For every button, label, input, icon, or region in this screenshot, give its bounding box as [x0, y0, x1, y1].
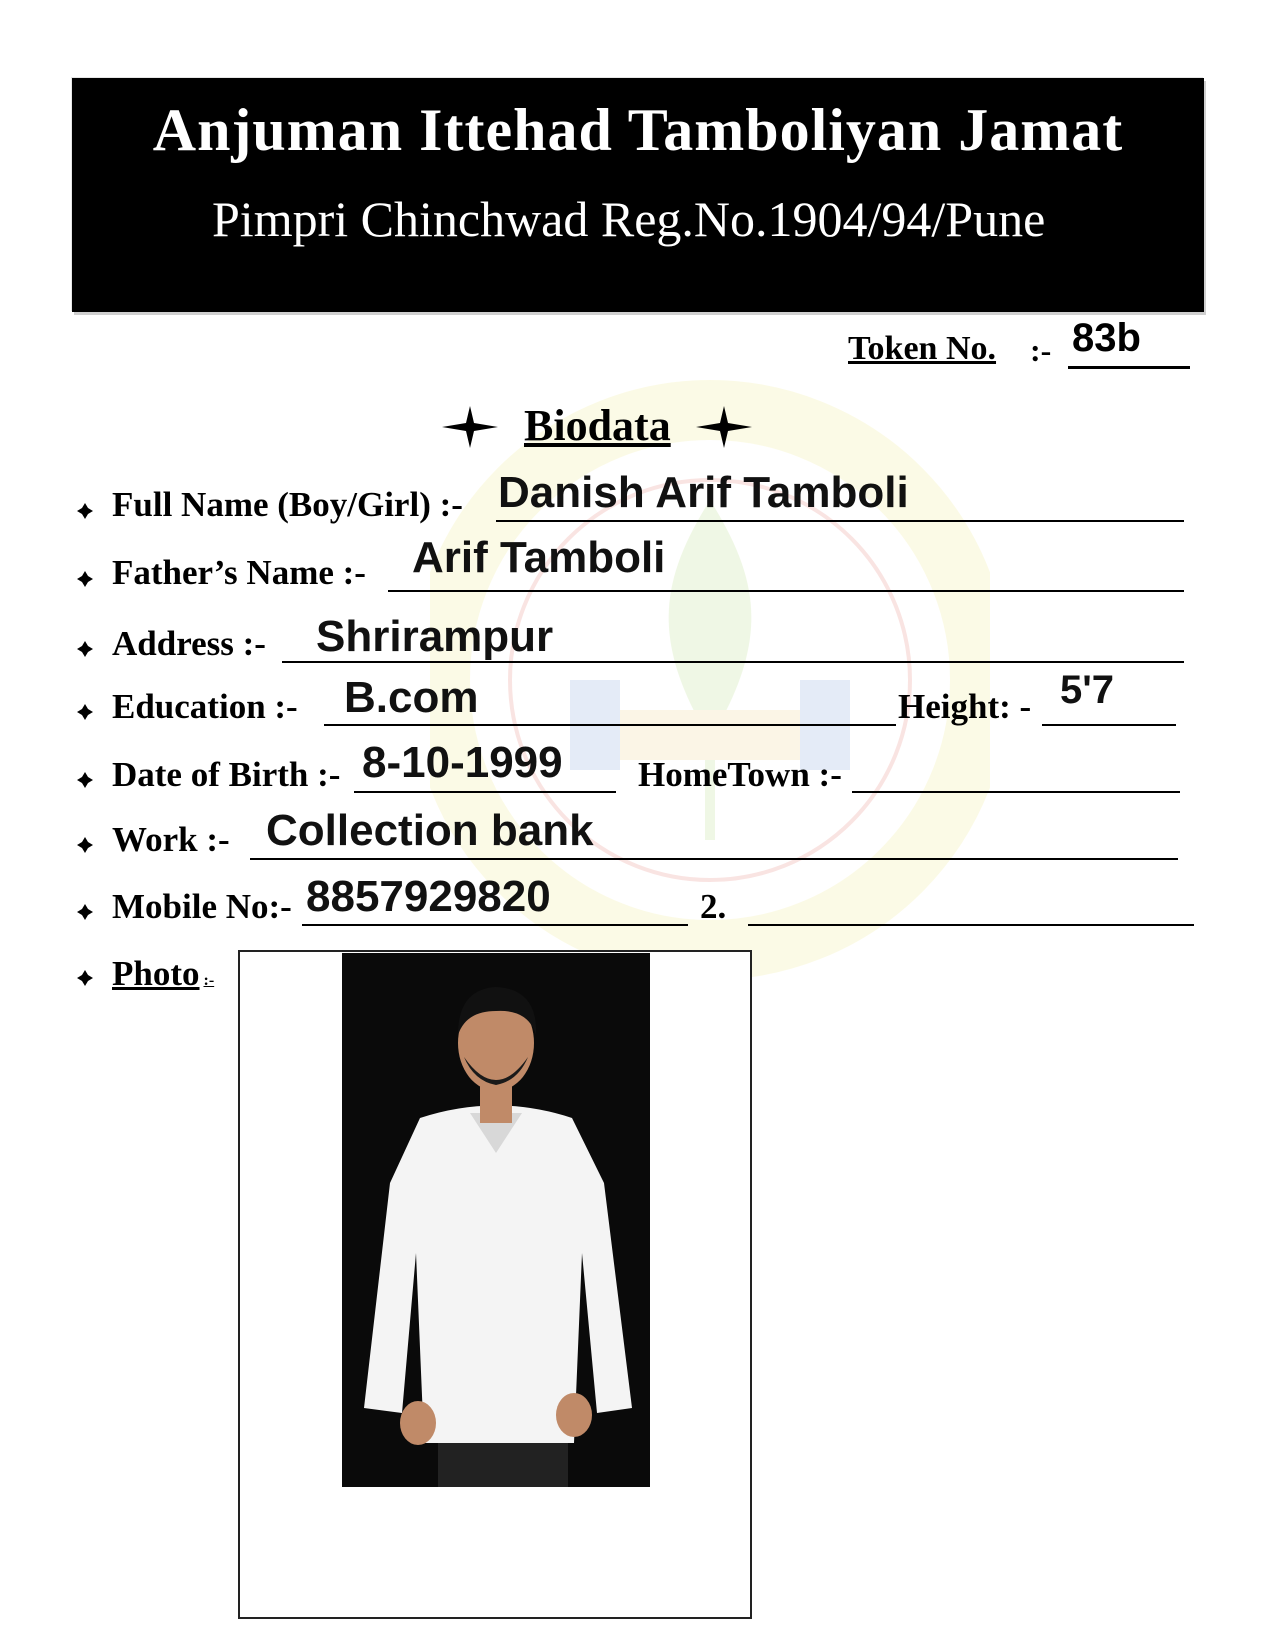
diamond-bullet-icon	[76, 640, 94, 658]
diamond-bullet-icon	[76, 703, 94, 721]
height-label: Height: -	[898, 687, 1032, 726]
photo-label	[112, 954, 214, 994]
full-name-label: Full Name (Boy/Girl) :-	[112, 485, 463, 524]
father-name-label: Father’s Name :-	[112, 553, 366, 592]
mobile-underline	[302, 924, 688, 926]
education-value: B.com	[344, 673, 479, 722]
mobile2-underline	[748, 924, 1194, 926]
organization-registration: Pimpri Chinchwad Reg.No.1904/94/Pune	[212, 191, 1046, 247]
dob-label: Date of Birth :-	[112, 755, 341, 794]
full-name-value: Danish Arif Tamboli	[498, 468, 909, 517]
diamond-bullet-icon	[76, 502, 94, 520]
full-name-underline	[496, 520, 1184, 522]
photo-label-suffix: :-	[203, 972, 215, 989]
dob-underline	[354, 791, 616, 793]
height-value: 5'7	[1060, 668, 1115, 712]
diamond-bullet-icon	[76, 570, 94, 588]
father-name-underline	[388, 590, 1184, 592]
diamond-bullet-icon	[76, 969, 94, 987]
diamond-bullet-icon	[76, 836, 94, 854]
mobile-value: 8857929820	[306, 872, 551, 921]
father-name-value: Arif Tamboli	[412, 533, 666, 582]
work-value: Collection bank	[266, 806, 594, 855]
star-left-icon	[440, 402, 500, 452]
mobile-label: Mobile No:-	[112, 887, 292, 926]
height-underline	[1042, 724, 1176, 726]
token-value: 83b	[1072, 316, 1141, 360]
star-right-icon	[694, 402, 754, 452]
organization-name: Anjuman Ittehad Tamboliyan Jamat	[152, 97, 1124, 163]
photo-label-text: Photo	[112, 954, 200, 993]
diamond-bullet-icon	[76, 903, 94, 921]
diamond-bullet-icon	[76, 771, 94, 789]
address-value: Shrirampur	[316, 612, 554, 661]
work-label: Work :-	[112, 820, 230, 859]
work-underline	[250, 858, 1178, 860]
education-label: Education :-	[112, 687, 298, 726]
biodata-title: Biodata	[524, 401, 671, 450]
dob-value: 8-10-1999	[362, 738, 563, 787]
address-label: Address :-	[112, 624, 266, 663]
token-underline	[1068, 366, 1190, 369]
token-separator: :-	[1030, 332, 1052, 368]
header-banner	[72, 78, 1204, 312]
education-underline	[324, 724, 896, 726]
person-photo-icon	[342, 953, 650, 1487]
hometown-label: HomeTown :-	[638, 755, 842, 794]
token-label: Token No.	[848, 330, 997, 367]
hometown-underline	[852, 791, 1180, 793]
mobile2-label: 2.	[700, 887, 727, 926]
